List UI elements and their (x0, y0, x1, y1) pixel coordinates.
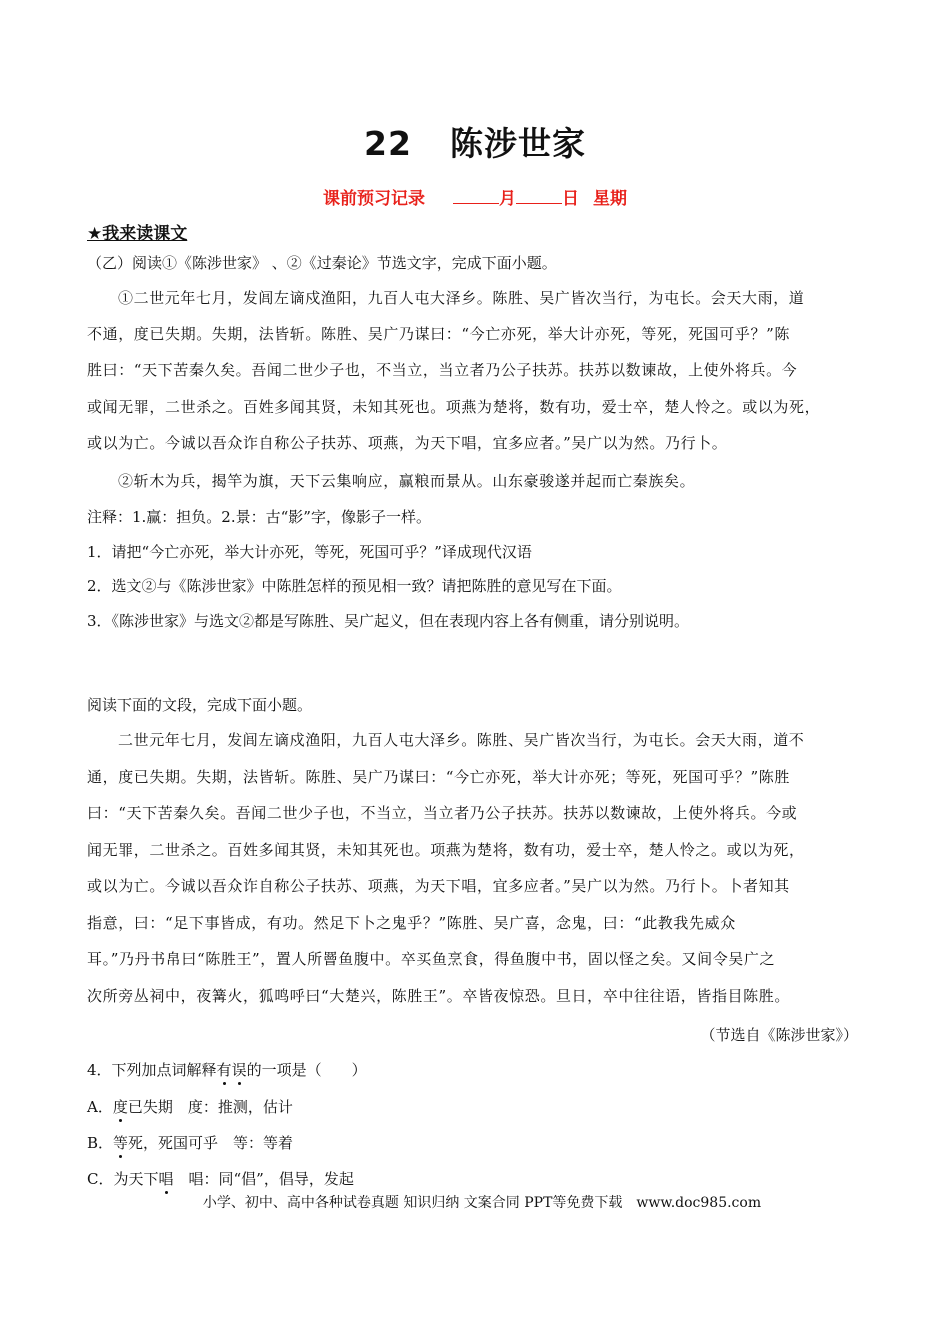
dotted-char: 误 (231, 1061, 247, 1079)
option-b[interactable] (87, 1132, 293, 1153)
passage-2-excerpt: ②斩木为兵，揭竿为旗，天下云集响应，赢粮而景从。山东豪骏遂并起而亡秦族矣。 (118, 472, 696, 490)
passage-intro: （乙）阅读①《陈涉世家》 、②《过秦论》节选文字，完成下面小题。 (87, 254, 557, 272)
passage-2-line: 通，度已失期。失期，法皆斩。陈胜、吴广乃谋曰：“今亡亦死，举大计亦死；等死，死国可乎？”陈胜 (87, 767, 790, 786)
passage-1-line: 胜曰：“天下苦秦久矣。吾闻二世少子也，不当立，当立者乃公子扶苏。扶苏以数谏故，上使外将兵。今 (87, 361, 798, 380)
passage-2 (87, 722, 863, 1014)
record-month: 月 (499, 189, 516, 209)
dotted-char: 有 (216, 1061, 232, 1079)
notes: 注释：1.赢：担负。2.景：古“影”字，像影子一样。 (87, 508, 431, 526)
option-letter: B． (87, 1134, 114, 1152)
record-label: 课前预习记录 (323, 189, 425, 209)
option-letter: C． (87, 1170, 114, 1188)
passage-2-line: 闻无罪，二世杀之。百姓多闻其贤，未知其死也。项燕为楚将，数有功，爱士卒，楚人怜之。或以为死， (87, 840, 805, 859)
question-2: 2．选文②与《陈涉世家》中陈胜怎样的预见相一致？请把陈胜的意见写在下面。 (87, 577, 622, 595)
option-text: 死，死国可乎 等：等着 (128, 1134, 294, 1152)
option-text: 已失期 度：推测，估计 (127, 1098, 293, 1116)
record-day: 日 (562, 189, 579, 209)
option-dotted-word: 唱 (158, 1170, 174, 1188)
lesson-number: 22 (364, 124, 412, 163)
preview-record-line (0, 184, 950, 209)
reading-intro: 阅读下面的文段，完成下面小题。 (87, 696, 313, 714)
option-c[interactable] (87, 1168, 354, 1189)
question-4-prefix: 4．下列加点词解释 (87, 1061, 217, 1079)
page-title (0, 118, 950, 165)
passage-1-line: 或以为亡。今诚以吾众诈自称公子扶苏、项燕，为天下唱，宜多应者。”吴广以为然。乃行卜。 (87, 433, 728, 452)
passage-2-line: 次所旁丛祠中，夜篝火，狐鸣呼曰“大楚兴，陈胜王”。卒皆夜惊恐。旦日，卒中往往语，皆指目陈胜。 (87, 986, 790, 1005)
section-heading: ★我来读课文 (87, 224, 188, 244)
day-blank (516, 189, 562, 204)
record-week: 星期 (593, 189, 627, 209)
option-dotted-word: 度 (112, 1098, 128, 1116)
passage-1-line: ①二世元年七月，发闾左谪戍渔阳，九百人屯大泽乡。陈胜、吴广皆次当行，为屯长。会天大雨，道 (118, 289, 805, 307)
question-3: 3．《陈涉世家》与选文②都是写陈胜、吴广起义，但在表现内容上各有侧重，请分别说明。 (87, 612, 690, 630)
footer-ad: 小学、初中、高中各种试卷真题 知识归纳 文案合同 PPT等免费下载 www.doc985.com (202, 1195, 762, 1211)
passage-1-line: 或闻无罪，二世杀之。百姓多闻其贤，未知其死也。项燕为楚将，数有功，爱士卒，楚人怜之。或以为死， (87, 397, 821, 416)
month-blank (453, 189, 499, 204)
lesson-title: 陈涉世家 (449, 124, 586, 163)
passage-1-line: 不通，度已失期。失期，法皆斩。陈胜、吴广乃谋曰：“今亡亦死，举大计亦死，等死，死国可乎？”陈 (87, 325, 790, 344)
passage-2-line: 曰：“天下苦秦久矣。吾闻二世少子也，不当立，当立者乃公子扶苏。扶苏以数谏故，上使外将兵。今或 (87, 804, 798, 822)
passage-2-line: 耳。”乃丹书帛曰“陈胜王”，置人所罾鱼腹中。卒买鱼烹食，得鱼腹中书，固以怪之矣。又间令吴广之 (87, 950, 776, 968)
passage-2-line: 二世元年七月，发闾左谪戍渔阳，九百人屯大泽乡。陈胜、吴广皆次当行，为屯长。会天大雨，道不 (118, 731, 805, 749)
option-a[interactable] (87, 1096, 293, 1117)
option-letter: A． (87, 1098, 113, 1116)
passage-1 (87, 280, 863, 461)
option-prefix: 为天下 (113, 1170, 159, 1188)
passage-2-line: 指意，曰：“足下事皆成，有功。然足下卜之鬼乎？”陈胜、吴广喜，念鬼，曰：“此教我先威众 (87, 913, 736, 932)
question-4 (87, 1059, 367, 1080)
option-dotted-word: 等 (113, 1134, 129, 1152)
passage-2-line: 或以为亡。今诚以吾众诈自称公子扶苏、项燕，为天下唱，宜多应者。”吴广以为然。乃行卜。卜者知其 (87, 877, 790, 895)
option-text: 唱：同“倡”，倡导，发起 (173, 1170, 354, 1188)
source-note: （节选自《陈涉世家》） (700, 1026, 858, 1044)
question-4-suffix: 的一项是（ ） (246, 1061, 367, 1079)
question-1: 1．请把“今亡亦死，举大计亦死，等死，死国可乎？”译成现代汉语 (87, 543, 532, 561)
